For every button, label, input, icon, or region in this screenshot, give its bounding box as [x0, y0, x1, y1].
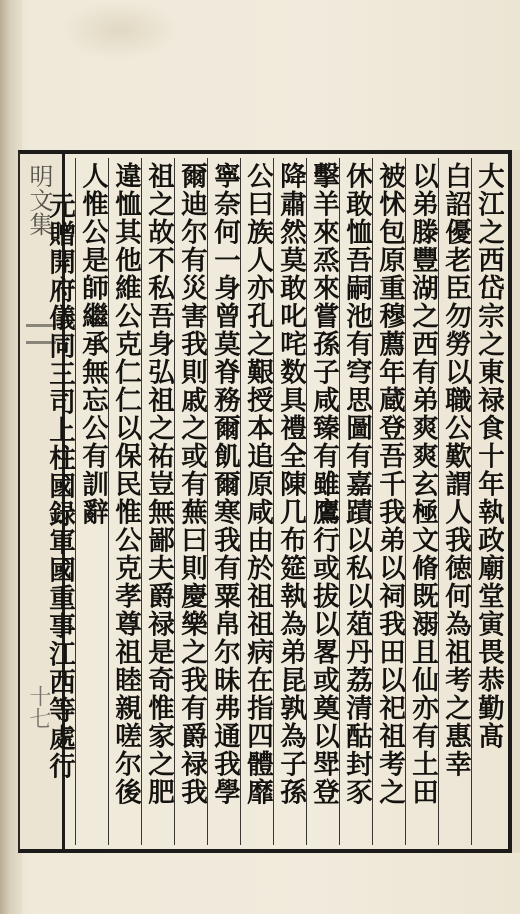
fold-page-number: 十七 [26, 685, 51, 729]
text-column [240, 158, 273, 845]
text-column [471, 158, 504, 845]
column-text: 爾迪尔有災害我則戚之或有蕪曰則慶樂之我有爵禄我 [176, 162, 207, 806]
text-column [273, 158, 306, 845]
text-column [75, 158, 108, 845]
column-text: 元贈開府儀同三司上柱國録軍國重事江西等處行 [44, 192, 75, 780]
printed-frame [18, 150, 512, 853]
right-page-edge [512, 150, 520, 853]
text-columns [44, 158, 504, 845]
column-text: 寧奈何一身曾莫脊務爾飢爾寒我有粟帛尔昧弗通我學 [209, 162, 240, 806]
column-text: 擊羊來烝來嘗孫子咸臻有雖鷹行或拔以畧或奠以斝登 [308, 162, 339, 806]
text-column [438, 158, 471, 845]
text-column [174, 158, 207, 845]
text-column [372, 158, 405, 845]
text-column [405, 158, 438, 845]
text-column [141, 158, 174, 845]
text-column-title-line [43, 158, 75, 845]
column-text: 白詔優老臣勿勞以職公歎謂人我徳何為祖考之惠幸 [440, 162, 471, 778]
column-text: 被怵包原重穆薦年蔵登吾千我弟以祠我田以祀祖考之 [374, 162, 405, 806]
column-text: 人惟公是師繼承無忘公有訓辭 [77, 162, 108, 526]
column-text: 休敢恤吾嗣池有穹思圖有嘉蹟以私以葅丹荔清酤封豕 [341, 162, 372, 806]
column-text: 大江之西岱宗之東禄食十年執政廟堂寅畏恭勤髙 [473, 162, 504, 750]
paper-stain [60, 0, 180, 60]
text-column [306, 158, 339, 845]
column-text: 以弟滕豐湖之西有弟爽爽玄極文脩既溺且仙亦有土田 [407, 162, 438, 806]
text-column [339, 158, 372, 845]
text-column [108, 158, 141, 845]
text-column [207, 158, 240, 845]
column-text: 公曰族人亦孔之艱授本追原咸由於祖祖病在指四體靡 [242, 162, 273, 806]
column-text: 祖之故不私吾身弘祖之祐豈無鄙夫爵禄是奇惟家之肥 [143, 162, 174, 806]
fold-title: 明文集 [25, 164, 53, 236]
column-text: 違恤其他維公克仁仁以保民惟公克孝尊祖睦親嗟尔後 [110, 162, 141, 806]
column-text: 降肅然莫敢叱咤数具禮全陳几布筵執為弟昆孰為子孫 [275, 162, 306, 806]
